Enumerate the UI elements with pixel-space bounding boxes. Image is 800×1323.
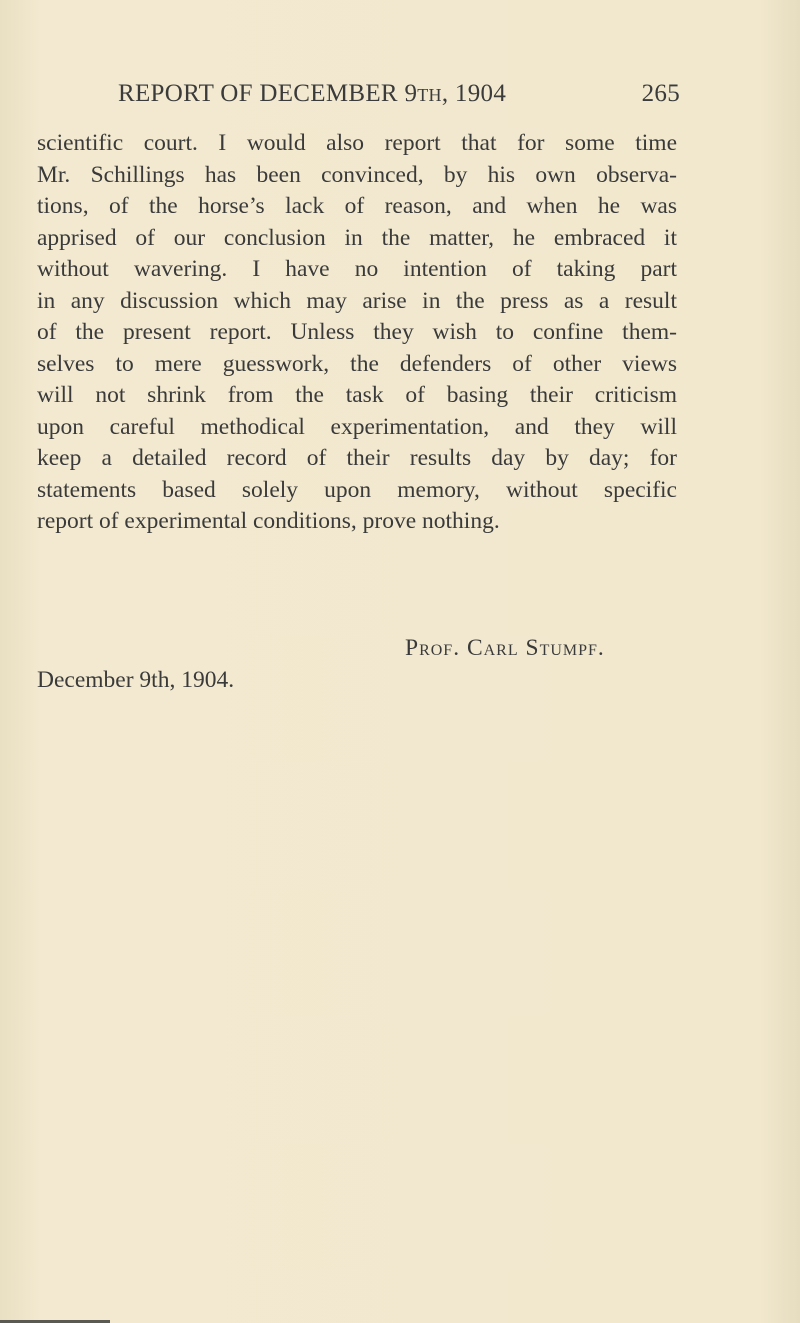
body-line: upon careful methodical experimentation, and they will (37, 413, 677, 440)
body-line: selves to mere guesswork, the defenders of other views (37, 350, 677, 377)
body-line: without wavering. I have no intention of taking part (37, 256, 677, 282)
body-line: apprised of our conclusion in the matter, he embraced it (37, 224, 677, 251)
body-line: of the present report. Unless they wish to confine them- (37, 319, 677, 345)
body-text (37, 128, 677, 538)
body-line: tions, of the horse’s lack of reason, and when he was (37, 193, 677, 219)
body-line: keep a detailed record of their results day by day; for (37, 445, 677, 471)
body-line: will not shrink from the task of basing their criticism (37, 382, 677, 408)
running-head-title-date: 9th, 1904 (404, 80, 507, 107)
running-head (118, 80, 680, 116)
page-number: 265 (641, 80, 680, 107)
body-line: in any discussion which may arise in the press as a result (37, 287, 677, 314)
body-line: scientific court. I would also report that for some time (37, 130, 677, 156)
running-head-title (118, 80, 506, 108)
signature: Prof. Carl Stumpf. (405, 635, 605, 661)
body-line: statements based solely upon memory, without specific (37, 476, 677, 503)
date-line: December 9th, 1904. (37, 667, 235, 693)
running-head-title-main: REPORT OF DECEMBER (118, 80, 405, 107)
body-line: Mr. Schillings has been convinced, by his own observa- (37, 161, 677, 188)
body-line: report of experimental conditions, prove nothing. (37, 508, 500, 534)
